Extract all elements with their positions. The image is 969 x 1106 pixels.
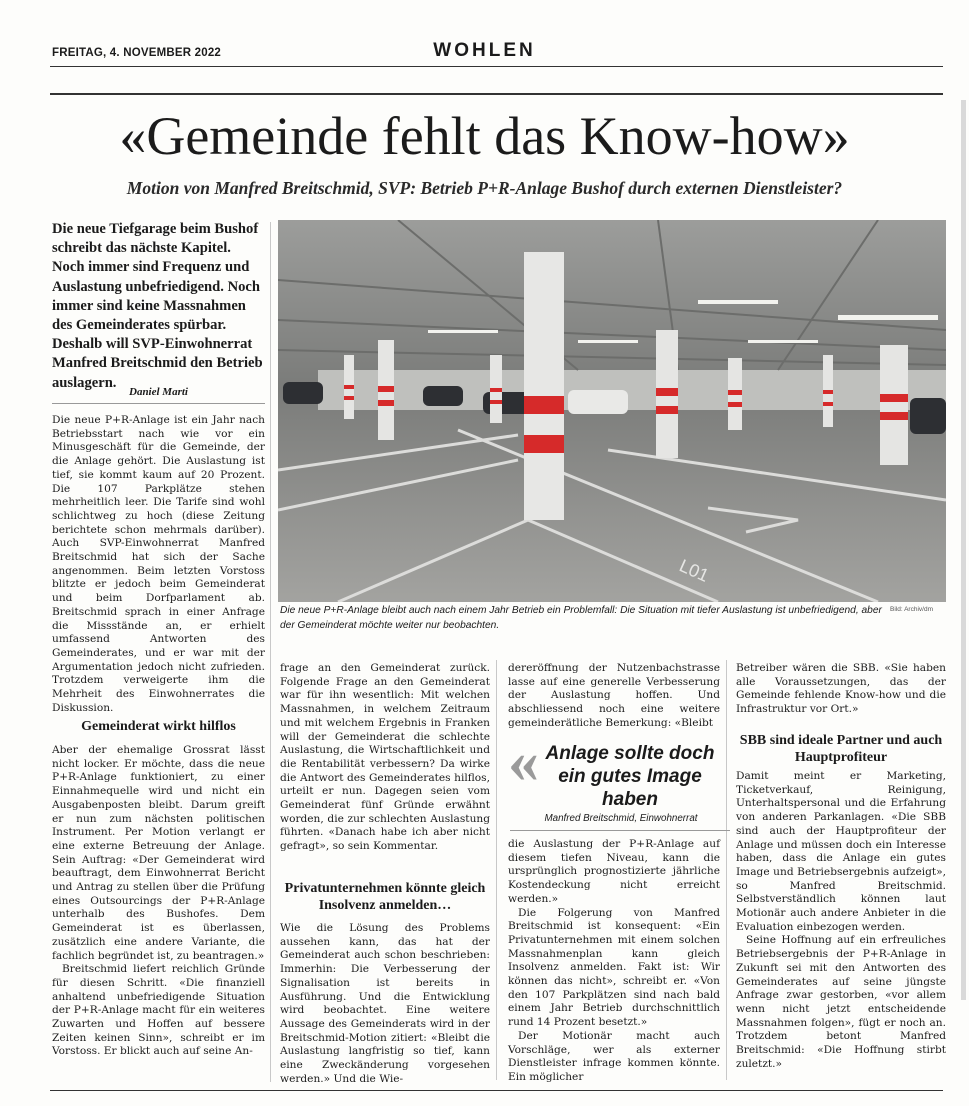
article-column-1b <box>52 744 265 1059</box>
floor-marking: L01 <box>676 555 712 586</box>
author-byline: Daniel Marti <box>129 386 188 398</box>
section-title: WOHLEN <box>433 40 536 61</box>
article-deck: Motion von Manfred Breitschmid, SVP: Betrieb P+R-Anlage Bushof durch externen Dienstleister? <box>126 178 843 198</box>
article-paragraph: Wie die Lösung des Problems aussehen kann, das hat der Gemeinderat auch schon beschrieben: Immerhin: Die Verbesserung der Signalisation ist bereits in Ausführung. Und die Entwicklung wird beobachtet. Eine weitere Aussage des Gemeinderats wird in der Breitschmid-Motion zitiert: «Bleibt die Auslastung langfristig so tief, kann eine Zweckänderung vorgesehen werden.» Und die Wie- <box>280 922 490 1085</box>
column-divider <box>270 222 271 1082</box>
article-column-3 <box>508 662 720 731</box>
article-column-3b <box>508 838 720 1085</box>
article-paragraph: Breitschmid liefert reichlich Gründe für diesen Schritt. «Die finanziell anhaltend unbefriedigende Situation der P+R-Anlage macht für ein weiteres Zuwarten und Hoffen auf bessere Zeiten keinen Sinn», schreibt er im Vorstoss. Er blickt auch auf seine An- <box>52 963 265 1058</box>
column-divider <box>726 660 727 1080</box>
article-paragraph: Damit meint er Marketing, Ticketverkauf, Reinigung, Unterhaltspersonal und die Erfahrung von anderen Parkanlagen. «Die SBB sind auch der Hauptprofiteur der Anlage und müssen doch ein Interesse haben, dass die Anlage ein gutes Image und Betriebsergebnis aufzeigt», so Manfred Breitschmid. Selbstverständlich können laut Motionär auch andere Anbieter in die Evaluation einbezogen werden. <box>736 770 946 933</box>
article-paragraph: Betreiber wären die SBB. «Sie haben alle Voraussetzungen, das der Gemeinde fehlende Know-how und die Infrastruktur vor Ort.» <box>736 662 946 716</box>
subheading-sbb: SBB sind ideale Partner und auch Hauptprofiteur <box>739 733 943 765</box>
pull-quote-source: Manfred Breitschmid, Einwohnerrat <box>544 813 698 824</box>
article-lead: Die neue Tiefgarage beim Bushof schreibt das nächste Kapitel. Noch immer sind Frequenz und Auslastung unbefriedigend. Noch immer sind keine Massnahmen des Gemeinderates spürbar. Deshalb will SVP-Einwohnerrat Manfred Breitschmid den Betrieb auslagern. <box>52 221 263 391</box>
article-column-2b <box>280 922 490 1086</box>
subheading-privatunternehmen: Privatunternehmen könnte gleich Insolvenz anmelden… <box>284 881 486 913</box>
issue-date: FREITAG, 4. NOVEMBER 2022 <box>52 47 222 59</box>
article-paragraph: Aber der ehemalige Grossrat lässt nicht locker. Er möchte, dass die neue P+R-Anlage funktioniert, zu einer Einnahmequelle wird und nicht ein Ausgabenposten bleibt. Darum greift er nun zum nächsten politischen Instrument. Per Motion verlangt er eine externe Betreuung der Anlage. Sein Auftrag: «Der Gemeinderat wird beauftragt, dem Einwohnerrat Bericht und Antrag zu stellen über die Prüfung eines Outsourcings der P+R-Anlage unterhalb des Bushofes. Dem Gemeinderat ist es überlassen, zusätzlich eine andere Variante, die fachlich begründet ist, zu beantragen.» <box>52 744 265 962</box>
quote-mark-icon: « <box>508 728 539 796</box>
byline-rule <box>52 403 265 404</box>
footer-rule <box>50 1090 943 1091</box>
article-column-4 <box>736 662 946 717</box>
article-paragraph: Seine Hoffnung auf ein erfreuliches Betriebsergebnis der P+R-Anlage in Zukunft sei mit den Antworten des Gemeinderates auf seine jüngste Anfrage zwar gestorben, «vor allem wenn nicht jetzt entscheidende Massnahmen folgen», fügt er noch an. Trotzdem betont Manfred Breitschmid: «Die Hoffnung stirbt zuletzt.» <box>736 934 946 1070</box>
article-column-4b <box>736 770 946 1071</box>
article-paragraph: Der Motionär macht auch Vorschläge, wer als externer Dienstleister infrage kommen könnte. Ein möglicher <box>508 1029 720 1083</box>
column-divider <box>496 660 497 1080</box>
article-paragraph: dereröffnung der Nutzenbachstrasse lasse auf eine generelle Verbesserung der Auslastung hoffen. Und abschliessend noch eine weitere gemeinderätliche Bemerkung: «Bleibt <box>508 662 720 729</box>
photo-caption: Die neue P+R-Anlage bleibt auch nach einem Jahr Betrieb ein Problemfall: Die Situation mit tiefer Auslastung ist unbefriedigend, aber der Gemeinderat möchte weiter nur beobachten. <box>280 605 882 631</box>
scrollbar[interactable] <box>961 100 966 1000</box>
article-paragraph: die Auslastung der P+R-Anlage auf diesem tiefen Niveau, kann die ursprünglich prognostizierte jährliche Kostendeckung nicht erreicht werden.» <box>508 838 720 905</box>
parking-garage-illustration <box>278 220 946 602</box>
header-rule <box>50 66 943 67</box>
article-paragraph: Die neue P+R-Anlage ist ein Jahr nach Betriebsstart nach wie vor ein Minusgeschäft für die Gemeinde, der die Anlage gehört. Die Auslastung ist tief, sie kommt kaum auf 20 Prozent. Die 107 Parkplätze stehen mehrheitlich leer. Die Tarife sind wohl schlichtweg zu hoch (diese Zeitung berichtete schon mehrmals darüber). Auch SVP-Einwohnerrat Manfred Breitschmid hat sich der Sache angenommen. Beim letzten Vorstoss blitzte er jedoch beim Gemeinderat und beim Dorfparlament ab. Breitschmid sprach in einer Anfrage die Missstände an, er erhielt umfassend Antworten des Gemeinderates, und er war mit der Argumentation jedoch nicht zufrieden. Trotzdem verweigerte ihm die Mehrheit des Einwohnerrates die Diskussion. <box>52 414 265 714</box>
headline-top-rule <box>50 93 943 95</box>
article-paragraph: frage an den Gemeinderat zurück. Folgende Frage an den Gemeinderat war für ihn wesentlich: Mit welchen Massnahmen, in welchem Zeitraum und mit welchem Ergebnis in Franken will der Gemeinderat die schlechte Auslastung, die Wirtschaftlichkeit und die Rentabilität verbessern? Da wirke die Antwort des Gemeinderates hilflos, urteilt er nun. Dagegen seien vom Gemeinderat fünf Gründe erwähnt worden, die zur schlechten Auslastung führten. «Danach habe ich aber nicht gefragt», so sein Kommentar. <box>280 662 490 853</box>
article-column-2 <box>280 662 490 854</box>
article-column-1 <box>52 414 265 715</box>
pull-quote: Anlage sollte doch ein gutes Image haben <box>545 743 715 810</box>
parking-garage-photo <box>278 220 946 602</box>
photo-credit: Bild: Archiv/dm <box>890 606 933 613</box>
article-headline: «Gemeinde fehlt das Know-how» <box>119 106 850 166</box>
article-paragraph: Die Folgerung von Manfred Breitschmid ist konsequent: «Ein Privatunternehmen mit einem solchen Massnahmenplan kann gleich Insolvenz anmelden. Fakt ist: Wir können das nicht», schreibt er. «Von den 107 Parkplätzen sind nach bald einem Jahr Betrieb durchschnittlich rund 14 Prozent besetzt.» <box>508 906 720 1029</box>
pull-quote-rule <box>510 830 730 831</box>
subheading-gemeinderat: Gemeinderat wirkt hilflos <box>81 719 236 734</box>
